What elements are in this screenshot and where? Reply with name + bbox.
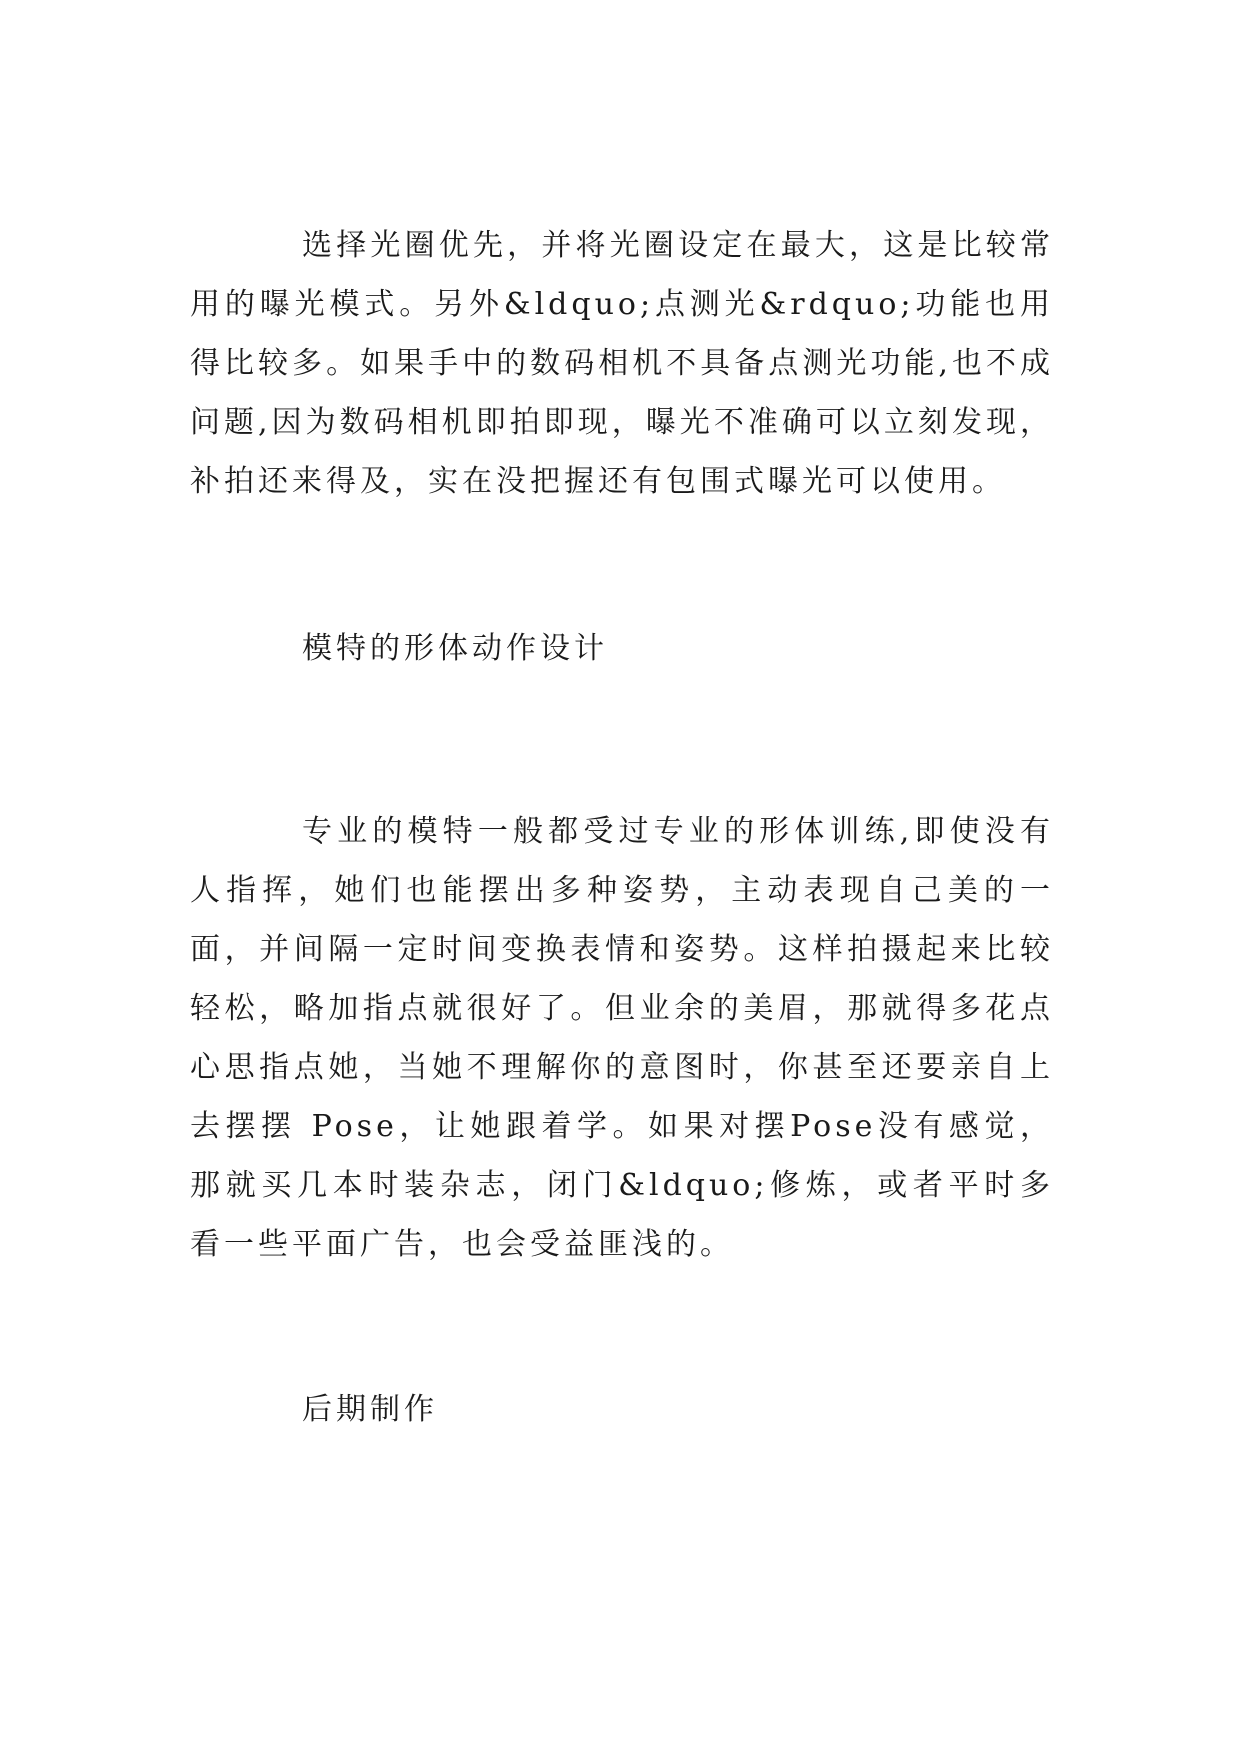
section-heading-post-production: 后期制作 (302, 1392, 438, 1427)
paragraph-model-pose: 专业的模特一般都受过专业的形体训练,即使没有人指挥，她们也能摆出多种姿势，主动表现自己美的一面，并间隔一定时间变换表情和姿势。这样拍摄起来比较轻松，略加指点就很好了。但业余的美眉，那就得多花点心思指点她，当她不理解你的意图时，你甚至还要亲自上去摆摆 Pose，让她跟着学。如果对摆Pose没有感觉，那就买几本时装杂志，闭门&ldquo;修炼，或者平时多看一些平面广告，也会受益匪浅的。 (190, 814, 1054, 1262)
section-heading-model-pose: 模特的形体动作设计 (302, 631, 608, 666)
paragraph-exposure-mode: 选择光圈优先，并将光圈设定在最大，这是比较常用的曝光模式。另外&ldquo;点测光&rdquo;功能也用得比较多。如果手中的数码相机不具备点测光功能,也不成问题,因为数码相机即拍即现，曝光不准确可以立刻发现，补拍还来得及，实在没把握还有包围式曝光可以使用。 (190, 228, 1054, 499)
